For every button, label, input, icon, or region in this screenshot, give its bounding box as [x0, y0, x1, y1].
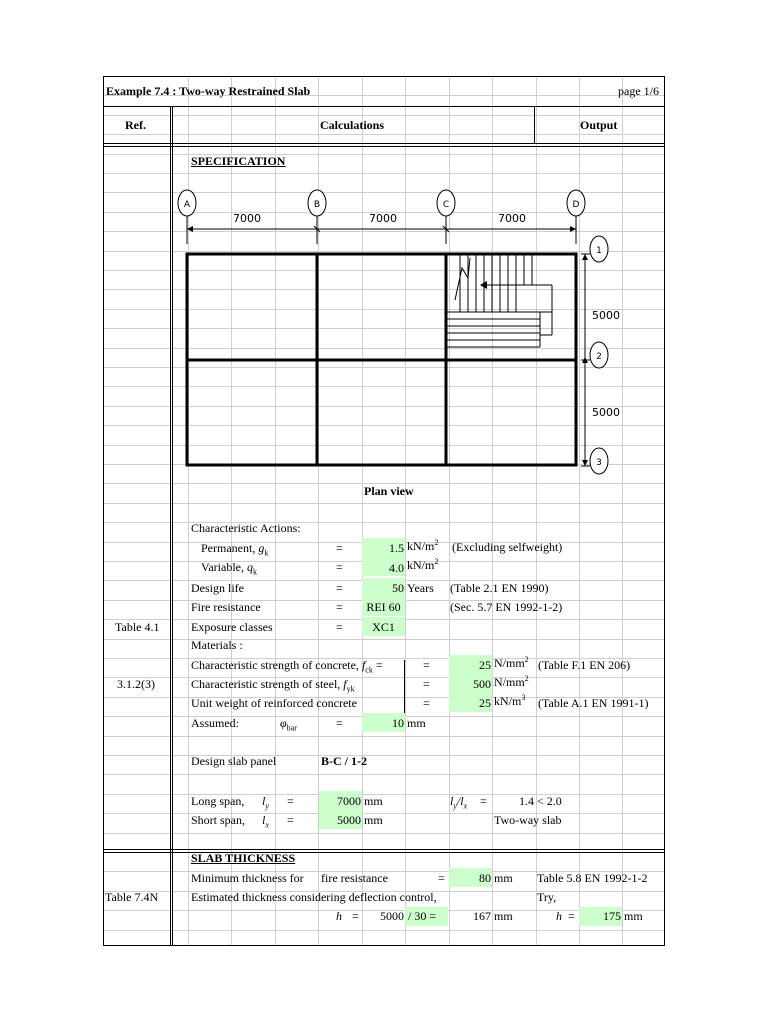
exposure-ref: Table 4.1: [115, 620, 160, 634]
phi-value[interactable]: 10: [392, 716, 404, 730]
exposure-label: Exposure classes: [191, 620, 273, 634]
grid-label-a: A: [183, 200, 191, 210]
h-try-symbol: h: [556, 909, 562, 923]
h-calc-unit: mm: [494, 909, 513, 923]
fck-label: Characteristic strength of concrete, $f_{ck}$ =: [191, 658, 383, 675]
span-ratio-eq: =: [480, 794, 487, 808]
h-eq: =: [352, 909, 359, 923]
dim-span-cd: 7000: [498, 212, 526, 225]
unit-weight-eq: =: [423, 696, 430, 710]
variable-value[interactable]: 4.0: [389, 561, 404, 575]
fire-resistance-eq: =: [336, 600, 343, 614]
span-ratio-value: 1.4: [519, 794, 534, 808]
min-thickness-eq: =: [438, 871, 445, 885]
phi-unit: mm: [407, 716, 426, 730]
plan-caption: Plan view: [364, 484, 414, 498]
panel-value: B-C / 1-2: [321, 754, 367, 768]
est-thickness-ref: Table 7.4N: [105, 890, 159, 904]
design-life-value[interactable]: 50: [392, 581, 404, 595]
fire-resistance-ref: (Sec. 5.7 EN 1992-1-2): [450, 600, 563, 614]
grid-label-2: 2: [596, 352, 602, 362]
grid-label-b: B: [313, 200, 321, 210]
dim-span-23: 5000: [592, 406, 620, 419]
h-divisor: / 30 =: [408, 909, 437, 923]
phi-eq: =: [336, 716, 343, 730]
min-thickness-value[interactable]: 80: [479, 871, 491, 885]
grid-label-c: C: [442, 200, 450, 210]
fyk-ref-left: 3.1.2(3): [117, 677, 155, 691]
fire-resistance-label: Fire resistance: [191, 600, 261, 614]
fyk-value[interactable]: 500: [473, 677, 491, 691]
permanent-unit: $kN/m^2$: [407, 538, 439, 553]
est-thickness-label: Estimated thickness considering deflection control,: [191, 890, 437, 904]
min-thickness-unit: mm: [494, 871, 513, 885]
column-header-calculations: Calculations: [320, 118, 385, 132]
section-heading-specification: SPECIFICATION: [191, 154, 286, 168]
slab-type: Two-way slab: [494, 813, 562, 827]
span-ratio-limit: < 2.0: [537, 794, 562, 808]
long-span-unit: mm: [364, 794, 383, 808]
permanent-label: Permanent, $g_k$: [201, 541, 269, 558]
min-thickness-ref: Table 5.8 EN 1992-1-2: [537, 871, 648, 885]
grid-label-1: 1: [596, 246, 602, 256]
variable-unit: $kN/m^2$: [407, 557, 439, 572]
fck-unit: $N/mm^2$: [494, 655, 529, 670]
unit-weight-value[interactable]: 25: [479, 696, 491, 710]
short-span-value[interactable]: 5000: [337, 813, 361, 827]
design-life-eq: =: [336, 581, 343, 595]
design-life-label: Design life: [191, 581, 244, 595]
column-header-ref: Ref.: [125, 118, 146, 132]
column-header-output: Output: [580, 118, 618, 132]
actions-label: Characteristic Actions:: [191, 521, 301, 535]
unit-weight-ref: (Table A.1 EN 1991-1): [538, 696, 649, 710]
sheet-title: Example 7.4 : Two-way Restrained Slab: [106, 84, 311, 98]
permanent-note: (Excluding selfweight): [452, 540, 563, 554]
min-thickness-label: Minimum thickness for: [191, 871, 304, 885]
long-span-value[interactable]: 7000: [337, 794, 361, 808]
variable-eq: =: [336, 560, 343, 574]
short-span-eq: =: [287, 813, 294, 827]
h-symbol: h: [336, 909, 342, 923]
short-span-label: Short span,: [191, 813, 245, 827]
long-span-symbol: $l_y$: [262, 794, 269, 811]
dim-span-12: 5000: [592, 309, 620, 322]
long-span-label: Long span,: [191, 794, 245, 808]
grid-label-3: 3: [596, 458, 602, 468]
page-number: page 1/6: [618, 84, 659, 98]
permanent-value[interactable]: 1.5: [389, 541, 404, 555]
fck-eq: =: [423, 658, 430, 672]
permanent-eq: =: [336, 541, 343, 555]
fyk-eq: =: [423, 677, 430, 691]
dim-span-bc: 7000: [369, 212, 397, 225]
h-try-value[interactable]: 175: [603, 909, 621, 923]
assumed-label: Assumed:: [191, 716, 239, 730]
unit-weight-label: Unit weight of reinforced concrete: [191, 696, 357, 710]
h-span-value: 5000: [380, 909, 404, 923]
h-try-eq: =: [568, 909, 575, 923]
design-life-ref: (Table 2.1 EN 1990): [450, 581, 549, 595]
h-try-unit: mm: [624, 909, 643, 923]
exposure-eq: =: [336, 620, 343, 634]
short-span-symbol: $l_x$: [262, 813, 269, 830]
fyk-label: Characteristic strength of steel, $f_{yk}$: [191, 677, 355, 694]
h-calc-value: 167: [473, 909, 491, 923]
long-span-eq: =: [287, 794, 294, 808]
unit-weight-unit: $kN/m^3$: [494, 693, 526, 708]
fire-resistance-value[interactable]: REI 60: [366, 600, 401, 614]
section-heading-slab-thickness: SLAB THICKNESS: [191, 851, 296, 865]
try-label: Try,: [537, 890, 557, 904]
variable-label: Variable, $q_k$: [201, 560, 257, 577]
design-life-unit: Years: [407, 581, 434, 595]
materials-label: Materials :: [191, 638, 243, 652]
exposure-value[interactable]: XC1: [372, 620, 395, 634]
short-span-unit: mm: [364, 813, 383, 827]
span-ratio-label: $l_y/l_x$: [450, 794, 468, 811]
phi-bar-symbol: $\varphi_{bar}$: [280, 716, 297, 733]
fck-ref: (Table F.1 EN 206): [538, 658, 631, 672]
min-thickness-label-2: fire resistance: [321, 871, 388, 885]
panel-label: Design slab panel: [191, 754, 277, 768]
grid-label-d: D: [572, 200, 580, 210]
fck-value[interactable]: 25: [479, 658, 491, 672]
fyk-unit: $N/mm^2$: [494, 674, 529, 689]
dim-span-ab: 7000: [233, 212, 261, 225]
staircase-symbol: [446, 254, 552, 347]
